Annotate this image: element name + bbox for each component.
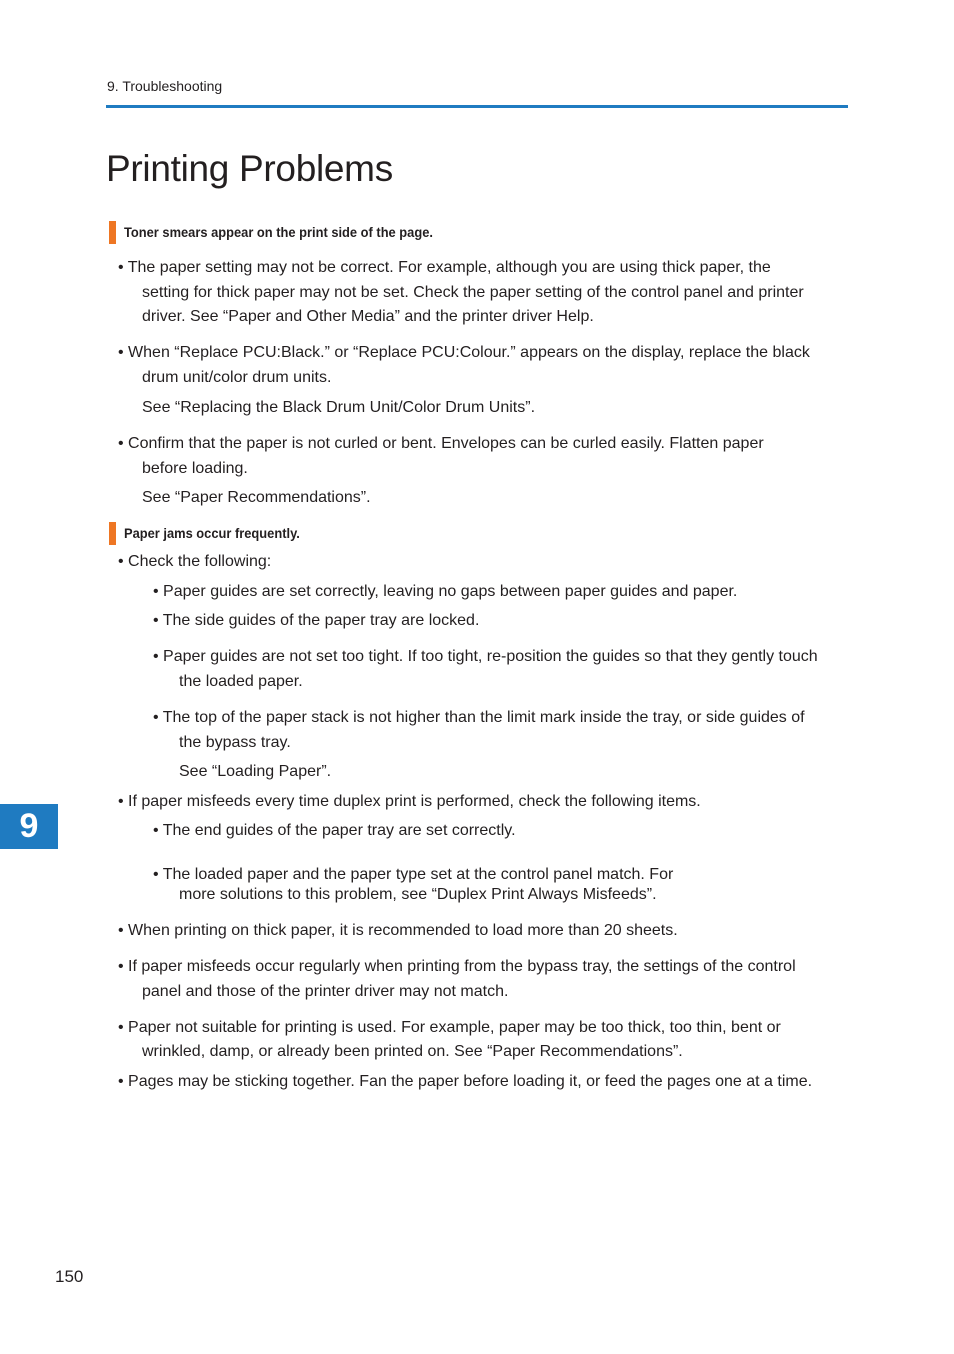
sub-list-item: • The side guides of the paper tray are locked. [153, 612, 480, 629]
header-rule [106, 105, 848, 108]
reference-note: See “Paper Recommendations”. [142, 489, 371, 506]
section-heading-text: Toner smears appear on the print side of the page. [124, 224, 433, 240]
heading-accent-bar [109, 522, 116, 545]
list-item: • The paper setting may not be correct. For example, although you are using thick paper, the [118, 259, 771, 276]
list-item: • When printing on thick paper, it is recommended to load more than 20 sheets. [118, 922, 678, 939]
sub-list-item: • Paper guides are not set too tight. If too tight, re-position the guides so that they gently touch [153, 648, 818, 665]
reference-note: See “Loading Paper”. [179, 763, 332, 780]
page-title: Printing Problems [106, 148, 393, 189]
sub-list-item-continuation: more solutions to this problem, see “Duplex Print Always Misfeeds”. [179, 886, 657, 903]
sub-list-item-continuation: the bypass tray. [179, 734, 291, 751]
sub-list-item-continuation: the loaded paper. [179, 673, 303, 690]
chapter-tab: 9 [0, 804, 58, 849]
heading-accent-bar [109, 221, 116, 244]
list-item: • Pages may be sticking together. Fan the paper before loading it, or feed the pages one at a time. [118, 1073, 813, 1090]
breadcrumb: 9. Troubleshooting [107, 78, 223, 94]
reference-note: See “Replacing the Black Drum Unit/Color Drum Units”. [142, 399, 536, 416]
sub-list-item: • The loaded paper and the paper type set at the control panel match. For [153, 866, 674, 883]
sub-list-item: • The end guides of the paper tray are set correctly. [153, 822, 516, 839]
list-item: • If paper misfeeds occur regularly when printing from the bypass tray, the settings of the control [118, 958, 796, 975]
sub-list-item: • The top of the paper stack is not higher than the limit mark inside the tray, or side guides of [153, 709, 805, 726]
list-item-continuation: drum unit/color drum units. [142, 369, 332, 386]
list-item: • Check the following: [118, 553, 272, 570]
page-number: 150 [55, 1267, 84, 1286]
list-item: • Confirm that the paper is not curled or bent. Envelopes can be curled easily. Flatten paper [118, 435, 764, 452]
section-heading-paper-jams [109, 522, 315, 544]
list-item-continuation: setting for thick paper may not be set. Check the paper setting of the control panel and printer [142, 284, 804, 301]
list-item-continuation: wrinkled, damp, or already been printed on. See “Paper Recommendations”. [142, 1043, 683, 1060]
sub-list-item: • Paper guides are set correctly, leaving no gaps between paper guides and paper. [153, 583, 738, 600]
list-item-continuation: panel and those of the printer driver may not match. [142, 983, 509, 1000]
list-item-continuation: before loading. [142, 460, 248, 477]
list-item: • When “Replace PCU:Black.” or “Replace PCU:Colour.” appears on the display, replace the black [118, 344, 810, 361]
section-heading-toner-smears [109, 221, 460, 243]
section-heading-text: Paper jams occur frequently. [124, 525, 300, 541]
list-item-continuation: driver. See “Paper and Other Media” and the printer driver Help. [142, 308, 594, 325]
list-item: • If paper misfeeds every time duplex print is performed, check the following items. [118, 793, 701, 810]
list-item: • Paper not suitable for printing is used. For example, paper may be too thick, too thin, bent or [118, 1019, 781, 1036]
